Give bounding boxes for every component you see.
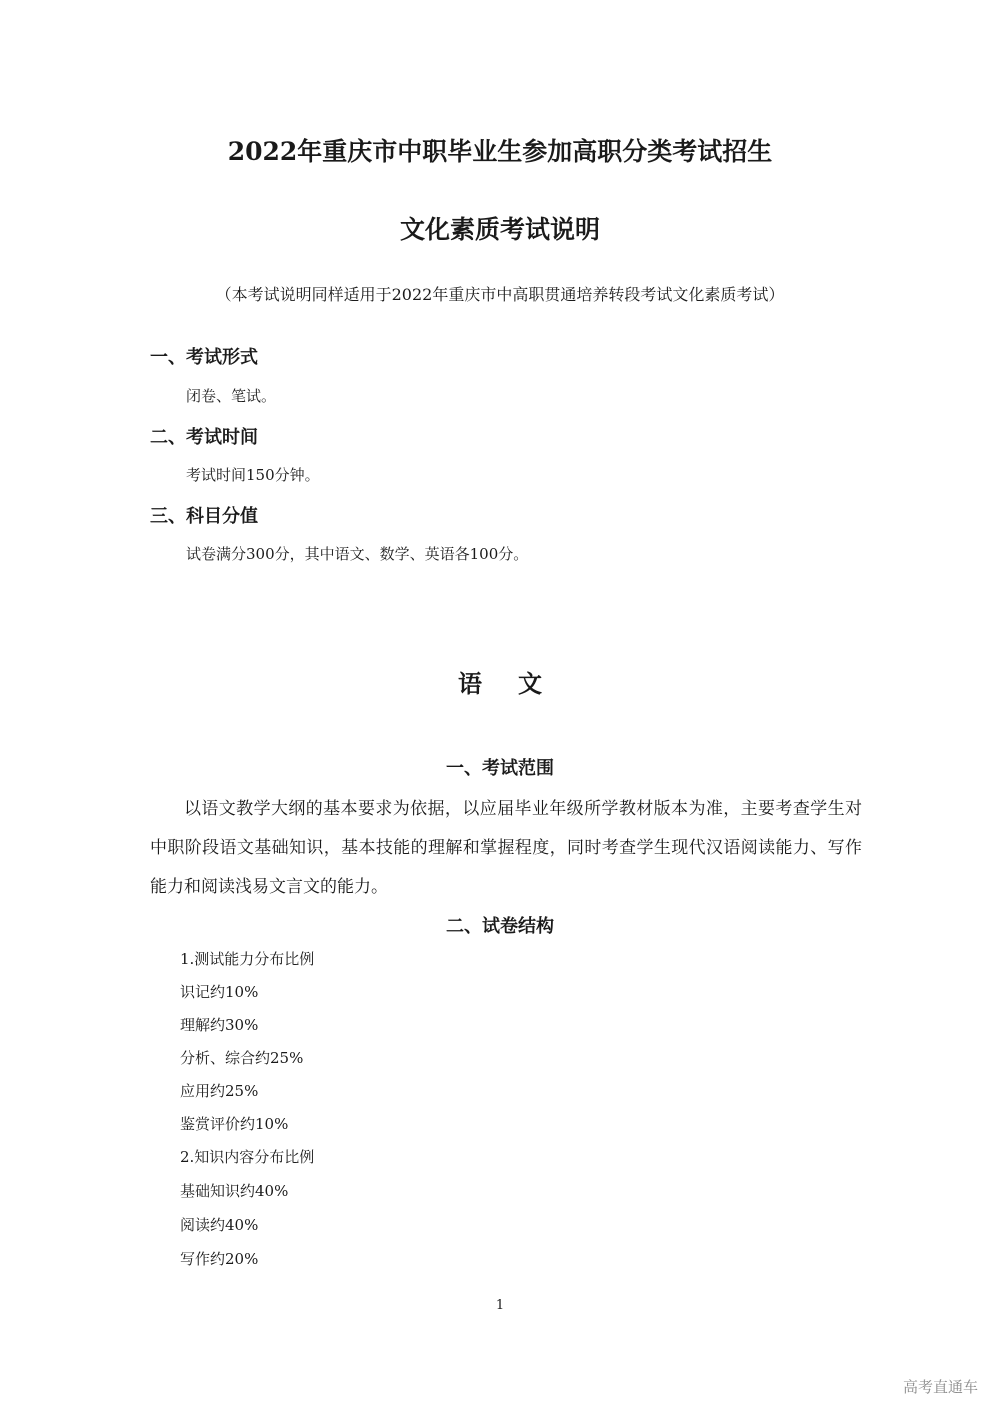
watermark-text: 高考直通车 (902, 1378, 978, 1396)
structure-list-item: 写作约20% (180, 1250, 259, 1268)
structure-list-item: 分析、综合约25% (180, 1049, 304, 1067)
scope-heading: 一、考试范围 (446, 758, 554, 779)
structure-list-item: 阅读约40% (180, 1216, 259, 1234)
structure-list-item: 理解约30% (180, 1016, 259, 1034)
structure-list-item: 应用约25% (180, 1082, 259, 1100)
section-heading-exam-time: 二、考试时间 (150, 427, 258, 448)
structure-list-item: 鉴赏评价约10% (180, 1115, 289, 1133)
section-text-exam-time: 考试时间150分钟。 (186, 466, 320, 484)
structure-list-item: 识记约10% (180, 983, 259, 1001)
document-title-line-2: 文化素质考试说明 (399, 215, 600, 244)
scope-paragraph: 以语文教学大纲的基本要求为依据，以应届毕业年级所学教材版本为准，主要考查学生对中职阶段语文基础知识，基本技能的理解和掌握程度，同时考查学生现代汉语阅读能力、写作能力和阅读浅易文言文的能力。 (150, 799, 862, 897)
subject-title: 语文 (458, 669, 578, 698)
structure-list-item: 1.测试能力分布比例 (180, 950, 315, 968)
applicability-note: （本考试说明同样适用于2022年重庆市中高职贯通培养转段考试文化素质考试） (215, 285, 785, 304)
section-heading-exam-form: 一、考试形式 (150, 347, 258, 368)
section-text-scores: 试卷满分300分，其中语文、数学、英语各100分。 (186, 545, 529, 563)
section-heading-scores: 三、科目分值 (150, 506, 258, 527)
document-title-line-1: 2022年重庆市中职毕业生参加高职分类考试招生 (227, 137, 773, 166)
section-text-exam-form: 闭卷、笔试。 (186, 387, 277, 405)
page-number: 1 (495, 1298, 505, 1313)
structure-list-item: 基础知识约40% (180, 1182, 289, 1200)
structure-list-item: 2.知识内容分布比例 (180, 1148, 315, 1166)
structure-heading: 二、试卷结构 (446, 916, 554, 937)
